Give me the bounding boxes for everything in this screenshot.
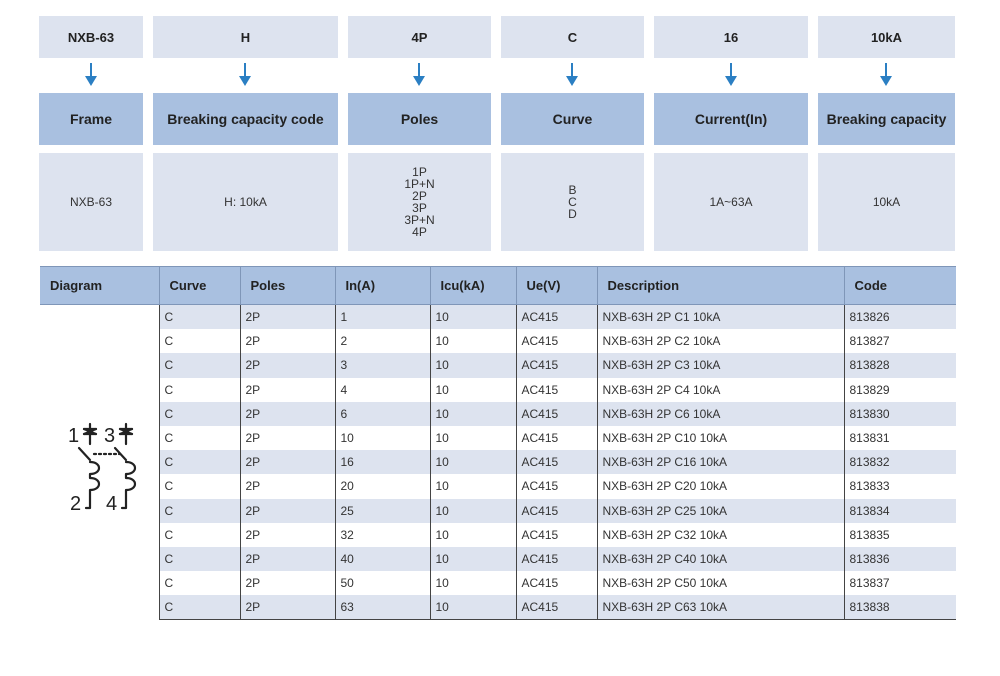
value-breaking-code-text: H: 10kA: [224, 195, 267, 209]
table-row: [40, 329, 956, 353]
cell-description: NXB-63H 2P C32 10kA: [597, 523, 844, 547]
code-curve: C: [501, 16, 644, 58]
terminal-label: 4: [106, 493, 118, 516]
circuit-breaker-diagram-icon: [40, 402, 159, 522]
pole-option: 2P: [412, 189, 427, 203]
cell-in: 4: [335, 378, 430, 402]
cell-description: NXB-63H 2P C10 10kA: [597, 426, 844, 450]
cell-icu: 10: [430, 353, 516, 377]
value-breaking-capacity-text: 10kA: [872, 195, 901, 209]
curve-option: D: [568, 207, 577, 221]
value-breaking-code: [153, 153, 338, 251]
terminal-label: 3: [104, 425, 116, 448]
column-header-poles: Poles: [240, 267, 335, 305]
cell-poles: 2P: [240, 595, 335, 620]
pole-option: 1P+N: [404, 177, 435, 191]
cell-ue: AC415: [516, 571, 597, 595]
cell-description: NXB-63H 2P C25 10kA: [597, 499, 844, 523]
cell-poles: 2P: [240, 450, 335, 474]
cell-code: 813826: [844, 305, 956, 330]
cell-code: 813834: [844, 499, 956, 523]
table-row: [40, 547, 956, 571]
cell-ue: AC415: [516, 474, 597, 498]
value-poles: [348, 153, 491, 251]
cell-poles: 2P: [240, 474, 335, 498]
cell-description: NXB-63H 2P C6 10kA: [597, 402, 844, 426]
cell-curve: C: [159, 571, 240, 595]
cell-code: 813830: [844, 402, 956, 426]
cell-in: 3: [335, 353, 430, 377]
cell-code: 813835: [849, 527, 890, 542]
cell-ue: AC415: [516, 523, 597, 547]
cell-icu: 10: [430, 547, 516, 571]
cell-poles: 2P: [240, 571, 335, 595]
cell-icu: 10: [430, 523, 516, 547]
cell-in: 40: [335, 547, 430, 571]
cell-icu: 10: [430, 595, 516, 620]
cell-icu: 10: [430, 378, 516, 402]
table-row: [40, 523, 956, 547]
header-breaking-capacity: Breaking capacity: [818, 93, 955, 145]
value-current: [654, 153, 808, 251]
cell-ue: AC415: [516, 450, 597, 474]
cell-poles: 2P: [240, 426, 335, 450]
value-curve: [501, 153, 644, 251]
table-row: [40, 474, 956, 498]
cell-in: 50: [335, 571, 430, 595]
terminal-label: 1: [68, 425, 80, 448]
cell-code: 813827: [849, 334, 890, 349]
code-breaking-value: 10kA: [818, 16, 955, 58]
cell-code: 813831: [849, 431, 890, 446]
cell-code: 813828: [844, 353, 956, 377]
cell-ue: AC415: [516, 402, 597, 426]
cell-curve: C: [159, 353, 240, 377]
header-frame: Frame: [39, 93, 143, 145]
cell-icu: 10: [430, 305, 516, 330]
pole-option: 3P+N: [404, 213, 435, 227]
cell-poles: 2P: [240, 353, 335, 377]
cell-curve: C: [159, 547, 240, 571]
cell-curve: C: [159, 426, 240, 450]
header-curve: Curve: [501, 93, 644, 145]
cell-ue: AC415: [516, 499, 597, 523]
column-header-icu: Icu(kA): [430, 267, 516, 305]
cell-in: 25: [335, 499, 430, 523]
cell-code: 813838: [844, 595, 956, 620]
cell-curve: C: [159, 523, 240, 547]
header-current: Current(In): [654, 93, 808, 145]
cell-curve: C: [159, 474, 240, 498]
cell-icu: 10: [430, 450, 516, 474]
cell-description: NXB-63H 2P C16 10kA: [597, 450, 844, 474]
cell-description: NXB-63H 2P C3 10kA: [597, 353, 844, 377]
cell-poles: 2P: [240, 523, 335, 547]
pole-option: 1P: [412, 165, 427, 179]
table-row: [40, 353, 956, 377]
cell-code: 813836: [844, 547, 956, 571]
code-breaking-capacity: H: [153, 16, 338, 58]
table-row: [40, 595, 956, 620]
cell-in: 2: [335, 329, 430, 353]
cell-code: 813833: [849, 479, 890, 494]
table-row: [40, 305, 956, 330]
cell-description: NXB-63H 2P C20 10kA: [597, 474, 844, 498]
cell-in: 20: [335, 474, 430, 498]
column-header-curve: Curve: [159, 267, 240, 305]
cell-ue: AC415: [516, 329, 597, 353]
table-row: [40, 402, 956, 426]
cell-in: 6: [335, 402, 430, 426]
cell-ue: AC415: [516, 378, 597, 402]
cell-curve: C: [159, 450, 240, 474]
column-header-description: Description: [597, 267, 844, 305]
table-header-row: [40, 267, 956, 305]
cell-description: NXB-63H 2P C40 10kA: [597, 547, 844, 571]
cell-ue: AC415: [516, 426, 597, 450]
cell-in: 32: [335, 523, 430, 547]
cell-code: 813832: [844, 450, 956, 474]
cell-curve: C: [159, 305, 240, 330]
table-row: [40, 426, 956, 450]
value-breaking-capacity: [818, 153, 955, 251]
cell-poles: 2P: [240, 499, 335, 523]
table-row: [40, 450, 956, 474]
cell-poles: 2P: [240, 547, 335, 571]
cell-curve: C: [159, 499, 240, 523]
cell-ue: AC415: [516, 595, 597, 620]
table-row: [40, 378, 956, 402]
cell-curve: C: [159, 329, 240, 353]
cell-ue: AC415: [516, 547, 597, 571]
column-header-diagram: Diagram: [40, 267, 159, 305]
table-row: [40, 571, 956, 595]
cell-description: NXB-63H 2P C2 10kA: [597, 329, 844, 353]
cell-icu: 10: [430, 571, 516, 595]
cell-icu: 10: [430, 474, 516, 498]
cell-description: NXB-63H 2P C50 10kA: [597, 571, 844, 595]
cell-code: 813837: [849, 576, 890, 591]
value-current-text: 1A~63A: [709, 195, 753, 209]
cell-description: NXB-63H 2P C4 10kA: [597, 378, 844, 402]
header-poles: Poles: [348, 93, 491, 145]
cell-in: 16: [335, 450, 430, 474]
pole-option: 3P: [412, 201, 427, 215]
curve-option: B: [568, 183, 577, 197]
cell-poles: 2P: [240, 305, 335, 330]
cell-curve: C: [159, 595, 240, 620]
cell-curve: C: [159, 402, 240, 426]
column-header-ue: Ue(V): [516, 267, 597, 305]
cell-poles: 2P: [240, 378, 335, 402]
code-frame: NXB-63: [39, 16, 143, 58]
table-row: [40, 499, 956, 523]
cell-in: 63: [335, 595, 430, 620]
cell-in: 1: [335, 305, 430, 330]
diagram-cell: [40, 305, 159, 620]
cell-poles: 2P: [240, 402, 335, 426]
header-breaking-capacity-code: Breaking capacity code: [153, 93, 338, 145]
cell-description: NXB-63H 2P C1 10kA: [597, 305, 844, 330]
cell-icu: 10: [430, 426, 516, 450]
code-current: 16: [654, 16, 808, 58]
column-header-code: Code: [844, 267, 956, 305]
cell-ue: AC415: [516, 353, 597, 377]
code-poles: 4P: [348, 16, 491, 58]
terminal-label: 2: [70, 493, 82, 516]
value-frame-text: NXB-63: [69, 195, 113, 209]
cell-ue: AC415: [516, 305, 597, 330]
cell-icu: 10: [430, 402, 516, 426]
column-header-in: In(A): [335, 267, 430, 305]
value-frame: [39, 153, 143, 251]
cell-icu: 10: [430, 329, 516, 353]
product-table: [40, 266, 956, 620]
cell-description: NXB-63H 2P C63 10kA: [597, 595, 844, 620]
cell-icu: 10: [430, 499, 516, 523]
cell-curve: C: [159, 378, 240, 402]
pole-option: 4P: [412, 225, 427, 239]
curve-option: C: [568, 195, 577, 209]
cell-poles: 2P: [240, 329, 335, 353]
cell-code: 813829: [849, 382, 890, 397]
cell-in: 10: [335, 426, 430, 450]
